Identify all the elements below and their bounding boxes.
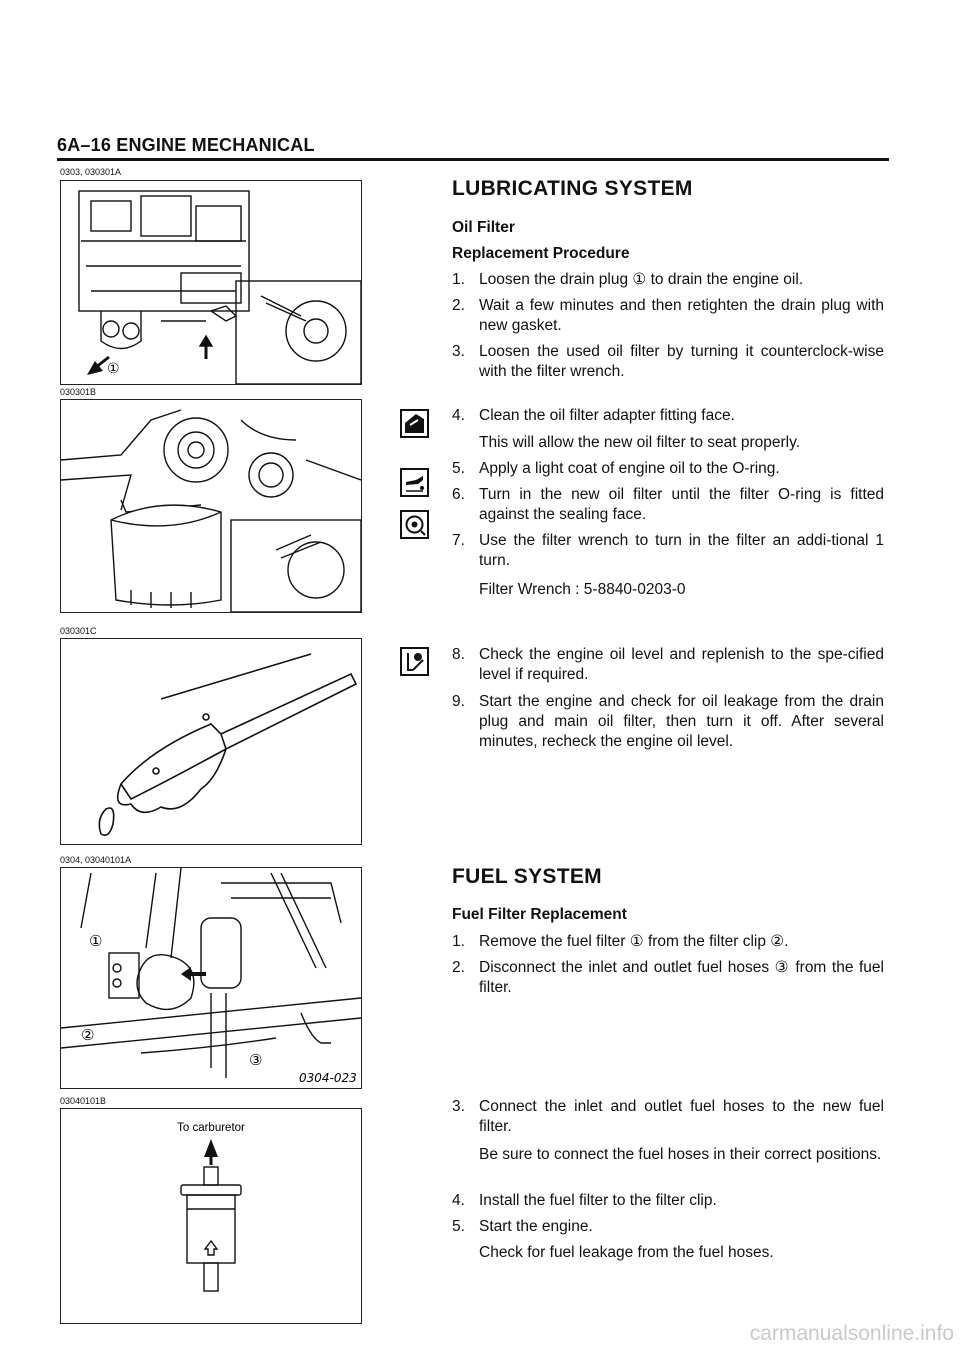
step-text: Connect the inlet and outlet fuel hoses to the new fuel filter.: [479, 1098, 884, 1135]
step-number: 3.: [452, 343, 465, 360]
step-number: 5.: [452, 460, 465, 477]
callout-3: ③: [249, 1051, 263, 1069]
step: [452, 459, 884, 479]
step-number: 1.: [452, 271, 465, 288]
step-text: Loosen the drain plug ① to drain the engine oil.: [479, 271, 804, 288]
figure-oil-filter: [60, 399, 362, 613]
figure-ref: 0304-023: [299, 1071, 357, 1085]
step-number: 6.: [452, 486, 465, 503]
section-title-fuel: FUEL SYSTEM: [452, 865, 602, 888]
step-text: Wait a few minutes and then retighten the drain plug with new gasket.: [479, 297, 884, 334]
step-text: Clean the oil filter adapter fitting face.: [479, 407, 735, 424]
step-number: 5.: [452, 1218, 465, 1235]
step: [452, 296, 884, 336]
figure-code: 0304, 03040101A: [60, 855, 132, 865]
step: [452, 1217, 884, 1237]
step-text: Check the engine oil level and replenish to the spe-cified level if required.: [479, 646, 884, 683]
clean-icon: [400, 409, 429, 438]
step-text: Start the engine and check for oil leakage from the drain plug and main oil filter, then turn it off. After several minutes, recheck the engine oil level.: [479, 693, 884, 750]
page-header: 6A–16 ENGINE MECHANICAL: [57, 135, 315, 155]
callout-1: ①: [89, 932, 103, 950]
figure-code: 03040101B: [60, 1096, 107, 1106]
step-text: Remove the fuel filter ① from the filter clip ②.: [479, 933, 789, 950]
step-text: Apply a light coat of engine oil to the O-ring.: [479, 460, 780, 477]
oil-filter-illustration: [61, 400, 361, 612]
step-text: Turn in the new oil filter until the filter O-ring is fitted against the sealing face.: [479, 486, 884, 523]
step: [452, 342, 884, 382]
fuel-filter-direction-illustration: [61, 1109, 361, 1323]
step: [452, 692, 884, 752]
step-number: 4.: [452, 407, 465, 424]
direction-label: To carburetor: [177, 1122, 245, 1134]
oil-level-icon: [400, 647, 429, 676]
apply-oil-icon: [400, 468, 429, 497]
step: [452, 932, 884, 952]
step: [452, 406, 884, 426]
step-number: 1.: [452, 933, 465, 950]
step-number: 9.: [452, 693, 465, 710]
step-text: Install the fuel filter to the filter clip.: [479, 1192, 717, 1209]
step: [452, 531, 884, 571]
header-rule: [57, 158, 889, 161]
subtitle-oil-filter: Oil Filter: [452, 219, 515, 236]
step-note: Filter Wrench : 5-8840-0203-0: [479, 581, 686, 598]
subtitle-fuel-filter: Fuel Filter Replacement: [452, 906, 627, 923]
step-note: This will allow the new oil filter to seat properly.: [479, 434, 801, 451]
step-number: 4.: [452, 1192, 465, 1209]
callout-2: ②: [81, 1026, 95, 1044]
figure-fuel-filter-direction: [60, 1108, 362, 1324]
step-number: 7.: [452, 532, 465, 549]
figure-fuel-filter-mount: [60, 867, 362, 1089]
figure-engine-drain: [60, 180, 362, 385]
step-text: Disconnect the inlet and outlet fuel hoses ③ from the fuel filter.: [479, 959, 884, 996]
step-text: Use the filter wrench to turn in the filter an addi-tional 1 turn.: [479, 532, 884, 569]
step-number: 3.: [452, 1098, 465, 1115]
section-title-lubricating: LUBRICATING SYSTEM: [452, 177, 693, 200]
procedure-title: Replacement Procedure: [452, 245, 630, 262]
engine-illustration: [61, 181, 361, 384]
step: [452, 958, 884, 998]
figure-code: 030301B: [60, 387, 97, 397]
step-number: 8.: [452, 646, 465, 663]
step: [452, 485, 884, 525]
step-number: 2.: [452, 959, 465, 976]
step: [452, 1191, 884, 1211]
step: [452, 1097, 884, 1137]
step-text: Loosen the used oil filter by turning it counterclock-wise with the filter wrench.: [479, 343, 884, 380]
tighten-icon: [400, 510, 429, 539]
step-number: 2.: [452, 297, 465, 314]
dipstick-illustration: [61, 639, 361, 844]
step-text: Start the engine.: [479, 1218, 593, 1235]
step-note: Check for fuel leakage from the fuel hoses.: [479, 1244, 774, 1261]
figure-dipstick: [60, 638, 362, 845]
fuel-filter-illustration: [61, 868, 361, 1088]
step-note: Be sure to connect the fuel hoses in their correct positions.: [479, 1146, 882, 1163]
step: [452, 645, 884, 685]
step: [452, 270, 884, 290]
watermark: carmanualsonline.info: [749, 1322, 954, 1345]
callout-1: ①: [107, 361, 120, 377]
figure-code: 0303, 030301A: [60, 167, 122, 177]
figure-code: 030301C: [60, 626, 97, 636]
